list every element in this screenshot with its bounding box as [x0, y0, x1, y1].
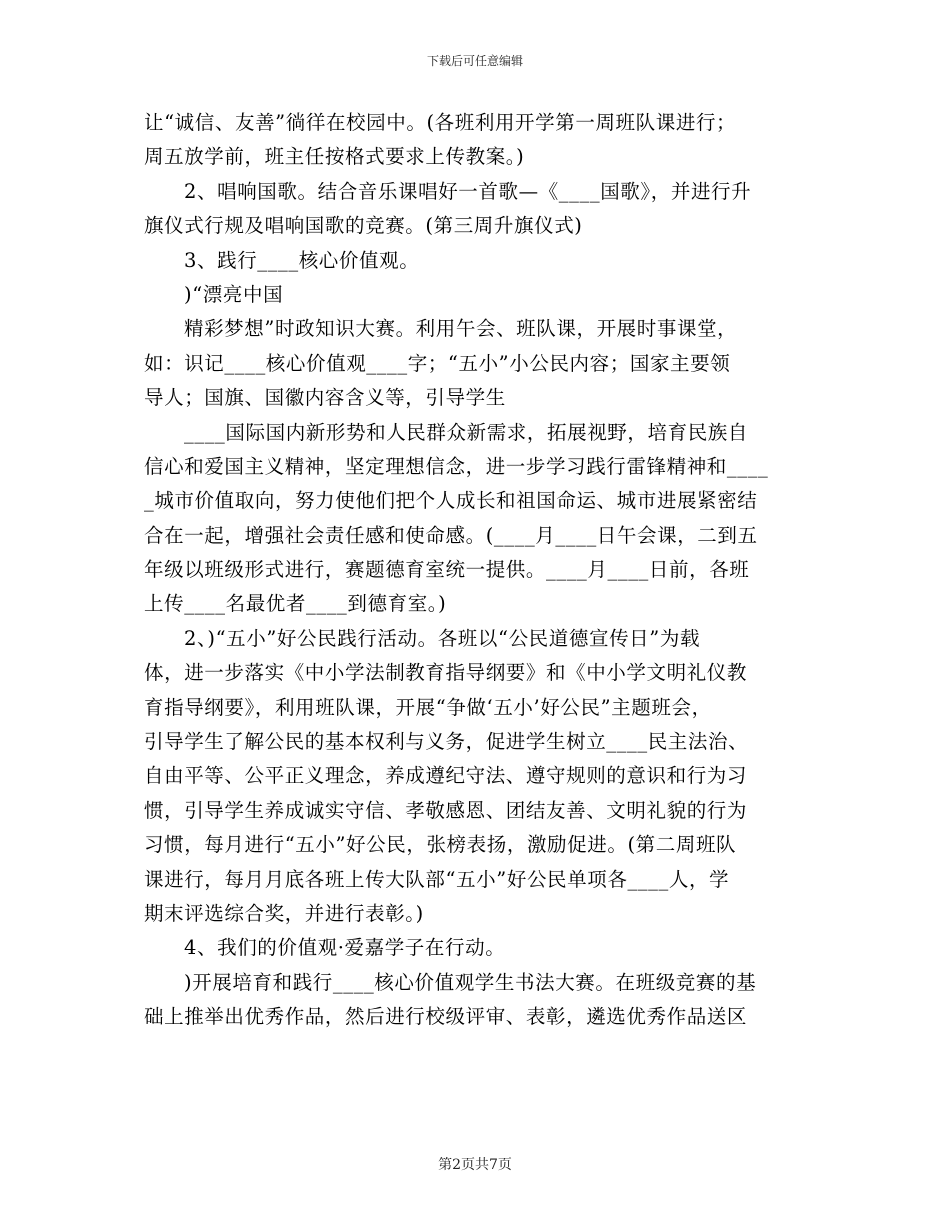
text-line: )开展培育和践行____核心价值观学生书法大赛。在班级竞赛的基 — [184, 970, 757, 994]
text-line: 让“诚信、友善”徜徉在校园中。(各班利用开学第一周班队课进行； — [144, 111, 737, 134]
text-line: 3、践行____核心价值观。 — [184, 248, 420, 272]
text-line: 课进行，每月月底各班上传大队部“五小”好公民单项各____人，学 — [144, 867, 730, 891]
text-line: 信心和爱国主义精神，坚定理想信念，进一步学习践行雷锋精神和____ — [144, 454, 769, 478]
text-line: 年级以班级形式进行，赛题德育室统一提供。____月____日前，各班 — [144, 558, 750, 582]
text-line: 体，进一步落实《中小学法制教育指导纲要》和《中小学文明礼仪教 — [144, 661, 748, 685]
text-line: )“漂亮中国 — [184, 282, 284, 306]
text-line: _城市价值取向，努力使他们把个人成长和祖国命运、城市进展紧密结 — [144, 489, 758, 513]
text-line: ____国际国内新形势和人民群众新需求，拓展视野，培育民族自 — [184, 420, 749, 444]
text-line: 2、)“五小”好公民践行活动。各班以“公民道德宣传日”为载 — [184, 626, 701, 650]
page-header: 下载后可任意编辑 — [426, 54, 523, 68]
text-line: 惯，引导学生养成诚实守信、孝敬感恩、团结友善、文明礼貌的行为 — [144, 798, 748, 822]
text-line: 期末评选综合奖，并进行表彰。) — [144, 901, 424, 925]
text-line: 周五放学前，班主任按格式要求上传教案。) — [144, 145, 525, 169]
page-footer: 第2页共7页 — [438, 1157, 512, 1173]
text-line: 合在一起，增强社会责任感和使命感。(____月____日午会课，二到五 — [144, 523, 758, 547]
text-line: 自由平等、公平正义理念，养成遵纪守法、遵守规则的意识和行为习 — [144, 764, 748, 788]
text-line: 础上推举出优秀作品，然后进行校级评审、表彰，遴选优秀作品送区 — [144, 1005, 748, 1029]
text-line: 习惯，每月进行“五小”好公民，张榜表扬，激励促进。(第二周班队 — [144, 833, 737, 857]
text-line: 育指导纲要》，利用班队课，开展“争做‘五小’好公民”主题班会， — [144, 695, 712, 719]
text-line: 如：识记____核心价值观____字；“五小”小公民内容；国家主要领 — [144, 351, 731, 375]
text-line: 4、我们的价值观·爱嘉学子在行动。 — [184, 936, 506, 960]
text-line: 引导学生了解公民的基本权利与义务，促进学生树立____民主法治、 — [144, 730, 749, 754]
text-line: 导人；国旗、国徽内容含义等，引导学生 — [144, 386, 506, 410]
text-line: 精彩梦想”时政知识大赛。利用午会、班队课，开展时事课堂， — [184, 317, 738, 341]
text-line: 上传____名最优者____到德育室。) — [144, 592, 447, 616]
text-line: 旗仪式行规及唱响国歌的竞赛。(第三周升旗仪式) — [144, 214, 583, 238]
document-body — [144, 106, 814, 1035]
text-line: 2、唱响国歌。结合音乐课唱好一首歌—《____国歌》，并进行升 — [184, 179, 752, 203]
